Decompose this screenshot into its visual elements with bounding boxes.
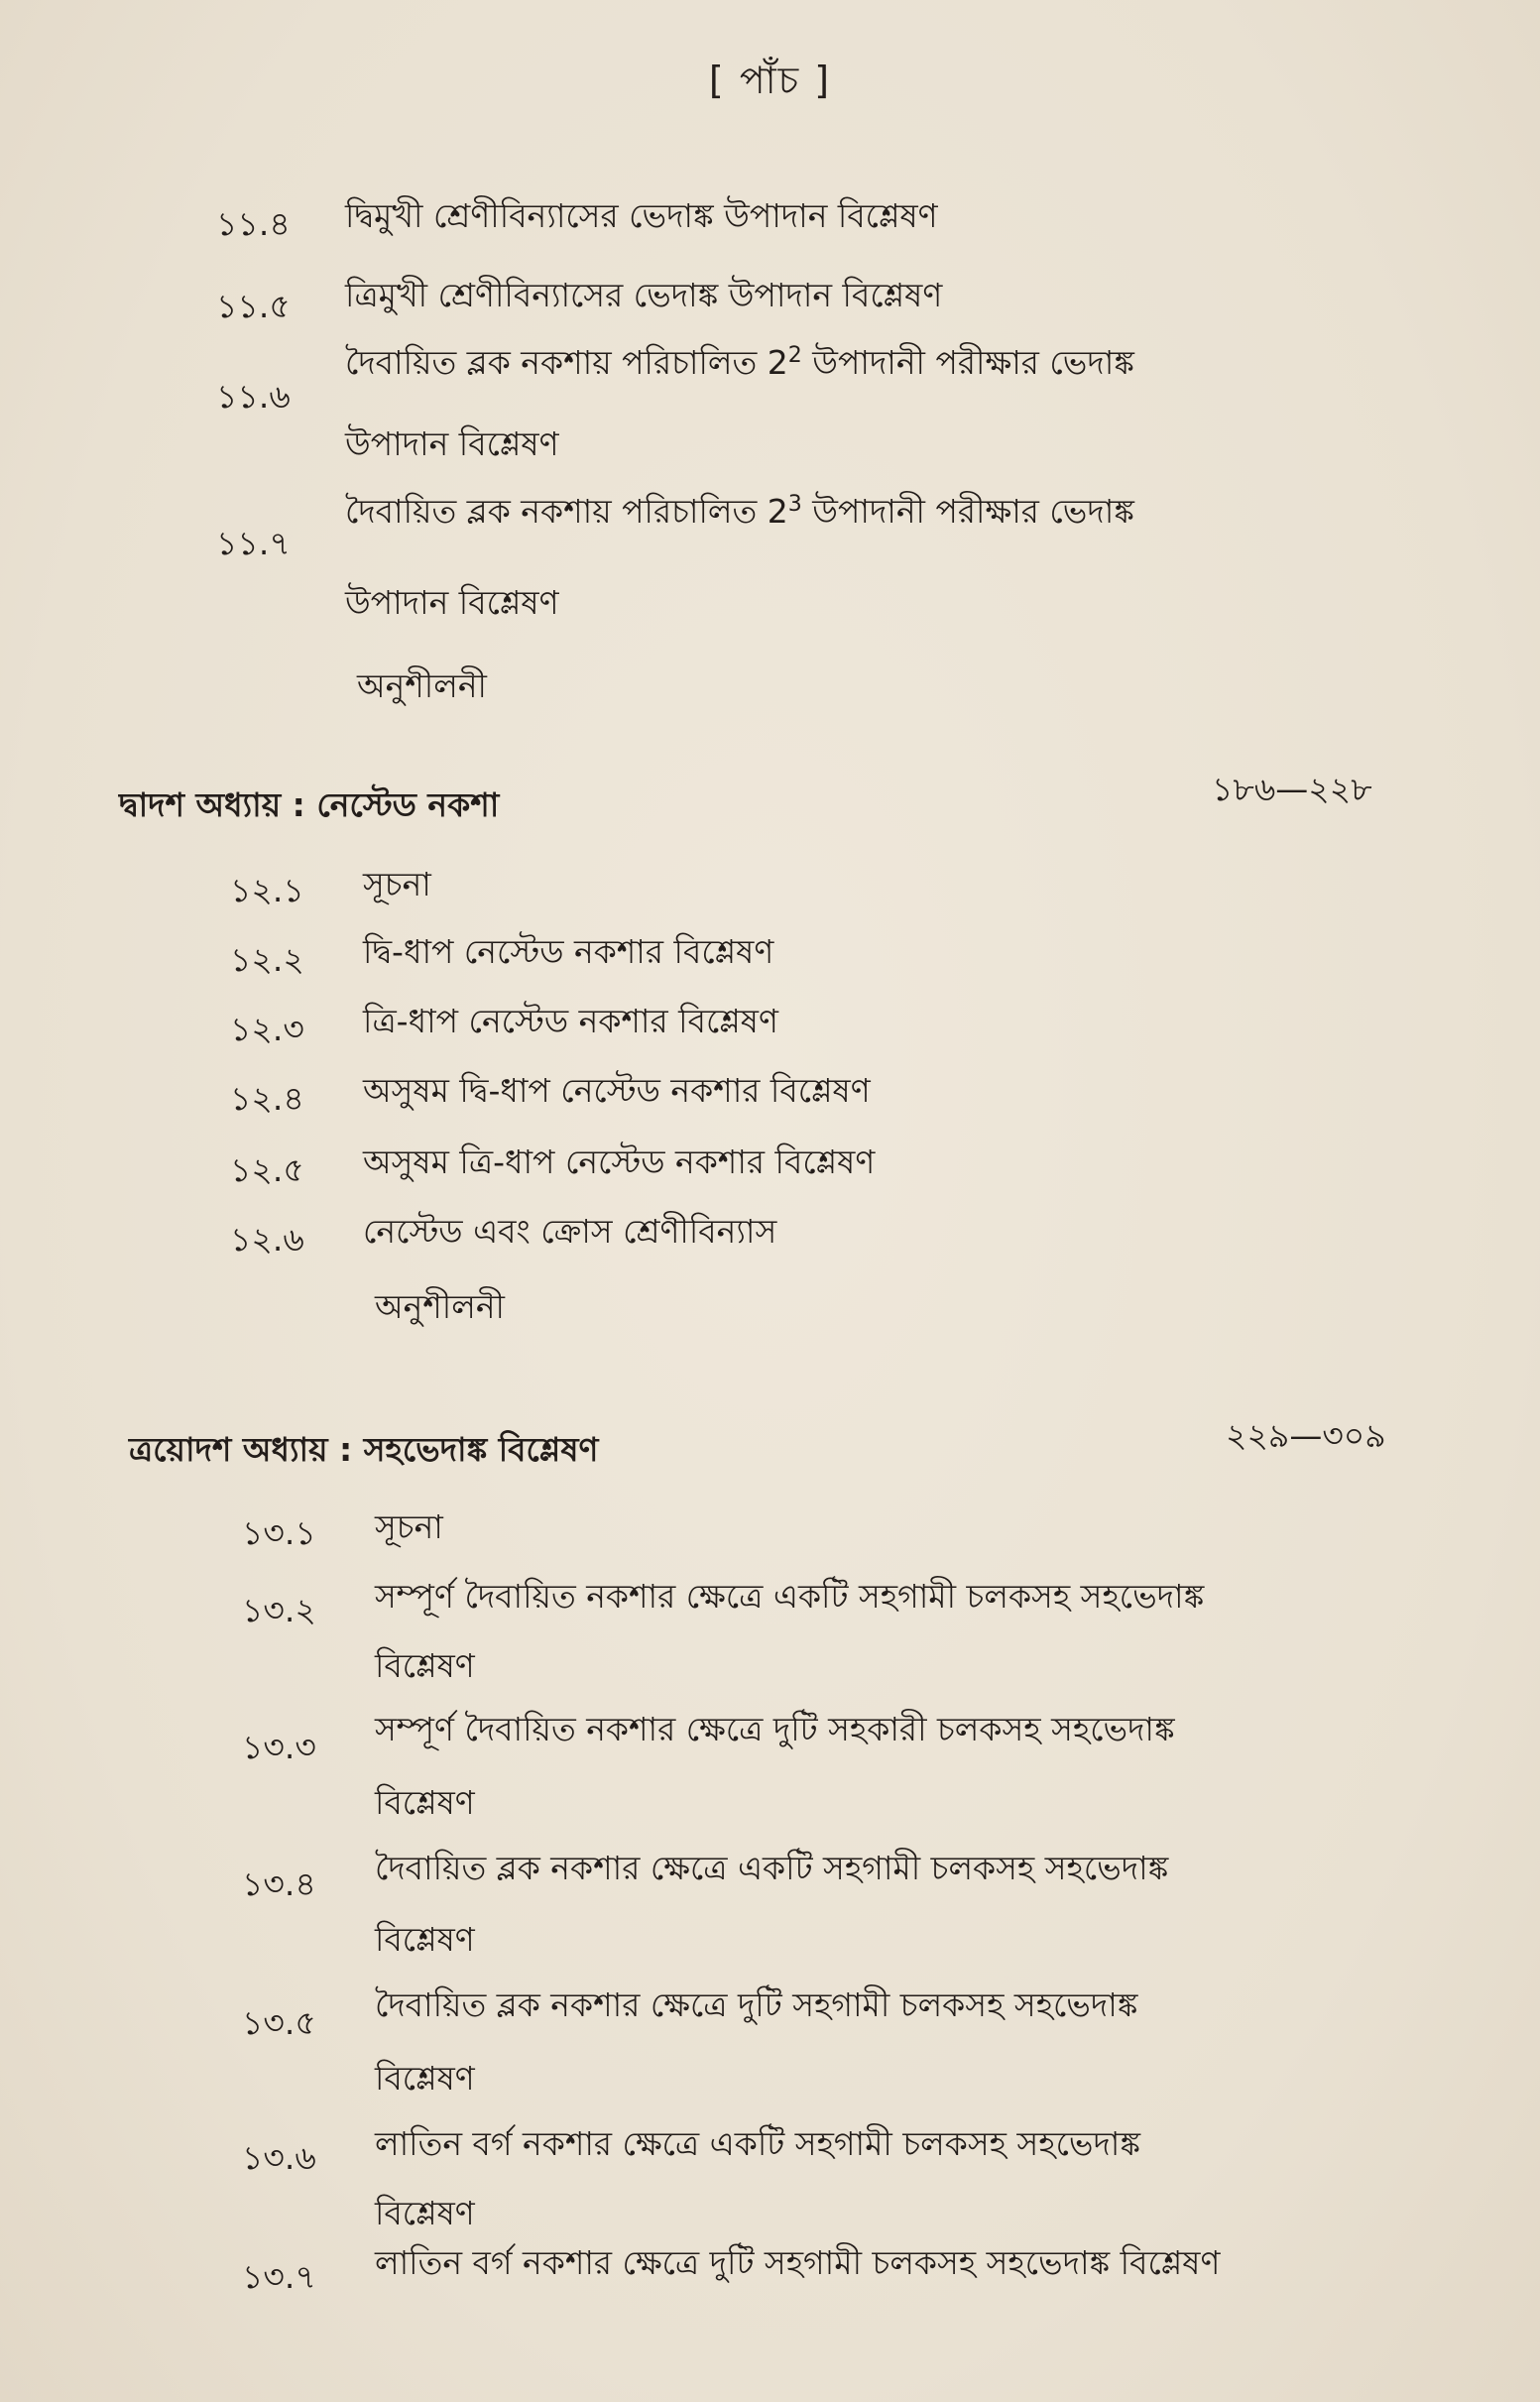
entry-title: দৈবায়িত ব্লক নকশার ক্ষেত্রে একটি সহগামী চলকসহ সহভেদাঙ্ক [375, 1849, 1169, 1887]
entry-title-part: দৈবায়িত ব্লক নকশায় পরিচালিত 2 [345, 343, 788, 382]
entry-number: ১৩.২ [242, 1591, 316, 1629]
entry-number: ১৩.১ [242, 1513, 316, 1552]
chapter-heading: দ্বাদশ অধ্যায় : নেস্টেড নকশা [119, 785, 500, 824]
entry-title: দৈবায়িত ব্লক নকশার ক্ষেত্রে দুটি সহগামী চলকসহ সহভেদাঙ্ক [375, 1985, 1138, 2024]
superscript: 3 [787, 492, 802, 517]
entry-title: ত্রিমুখী শ্রেণীবিন্যাসের ভেদাঙ্ক উপাদান বিশ্লেষণ [345, 276, 943, 314]
entry-number: ১৩.৫ [242, 2003, 316, 2042]
entry-title-part: উপাদানী পরীক্ষার ভেদাঙ্ক [801, 343, 1134, 382]
entry-title-continued: বিশ্লেষণ [375, 1920, 475, 1959]
chapter-heading: ত্রয়োদশ অধ্যায় : সহভেদাঙ্ক বিশ্লেষণ [129, 1430, 599, 1469]
entry-title: অসুষম ত্রি-ধাপ নেস্টেড নকশার বিশ্লেষণ [363, 1142, 876, 1181]
entry-title: লাতিন বর্গ নকশার ক্ষেত্রে দুটি সহগামী চলকসহ সহভেদাঙ্ক বিশ্লেষণ [375, 2243, 1221, 2282]
entry-title: ত্রি-ধাপ নেস্টেড নকশার বিশ্লেষণ [363, 1002, 778, 1040]
entry-number: ১২.৪ [230, 1079, 304, 1118]
entry-number: ১২.১ [230, 871, 304, 909]
entry-title-continued: বিশ্লেষণ [375, 2194, 475, 2232]
entry-number: ১১.৬ [216, 377, 291, 416]
chapter-page-range: ১৮৬—২২৮ [1212, 770, 1372, 808]
exercise-label: অনুশীলনী [375, 1287, 505, 1326]
entry-number: ১২.২ [230, 940, 304, 979]
entry-title: সূচনা [363, 865, 431, 903]
entry-number: ১৩.৭ [242, 2257, 316, 2296]
entry-title-continued: বিশ্লেষণ [375, 2059, 475, 2098]
page-number: [ পাঁচ ] [708, 59, 832, 102]
entry-number: ১১.৫ [216, 287, 291, 325]
exercise-label: অনুশীলনী [357, 666, 487, 705]
entry-title: লাতিন বর্গ নকশার ক্ষেত্রে একটি সহগামী চলকসহ সহভেদাঙ্ক [375, 2124, 1141, 2163]
superscript: 2 [787, 343, 802, 368]
entry-title: সম্পূর্ণ দৈবায়িত নকশার ক্ষেত্রে একটি সহগামী চলকসহ সহভেদাঙ্ক [375, 1577, 1205, 1616]
entry-title-continued: উপাদান বিশ্লেষণ [345, 583, 559, 622]
entry-title [345, 337, 1134, 393]
entry-title: দ্বি-ধাপ নেস্টেড নকশার বিশ্লেষণ [363, 932, 774, 971]
entry-number: ১৩.৬ [242, 2138, 316, 2177]
entry-number: ১২.৫ [230, 1150, 304, 1189]
entry-title-continued: বিশ্লেষণ [375, 1646, 475, 1685]
entry-title: সম্পূর্ণ দৈবায়িত নকশার ক্ষেত্রে দুটি সহকারী চলকসহ সহভেদাঙ্ক [375, 1710, 1175, 1748]
entry-title [345, 486, 1134, 541]
entry-title-continued: উপাদান বিশ্লেষণ [345, 424, 559, 463]
chapter-page-range: ২২৯—৩০৯ [1226, 1416, 1386, 1455]
entry-number: ১১.৭ [216, 524, 291, 562]
entry-title: অসুষম দ্বি-ধাপ নেস্টেড নকশার বিশ্লেষণ [363, 1071, 871, 1110]
entry-number: ১৩.৪ [242, 1864, 316, 1903]
entry-title-part: উপাদানী পরীক্ষার ভেদাঙ্ক [801, 492, 1134, 531]
entry-number: ১৩.৩ [242, 1728, 316, 1766]
entry-number: ১২.৩ [230, 1010, 304, 1048]
entry-title: সূচনা [375, 1507, 443, 1546]
entry-number: ১২.৬ [230, 1220, 304, 1259]
entry-number: ১১.৪ [216, 204, 291, 243]
entry-title: নেস্টেড এবং ক্রোস শ্রেণীবিন্যাস [363, 1212, 777, 1251]
entry-title-part: দৈবায়িত ব্লক নকশায় পরিচালিত 2 [345, 492, 788, 531]
entry-title-continued: বিশ্লেষণ [375, 1783, 475, 1822]
entry-title: দ্বিমুখী শ্রেণীবিন্যাসের ভেদাঙ্ক উপাদান বিশ্লেষণ [345, 196, 938, 235]
